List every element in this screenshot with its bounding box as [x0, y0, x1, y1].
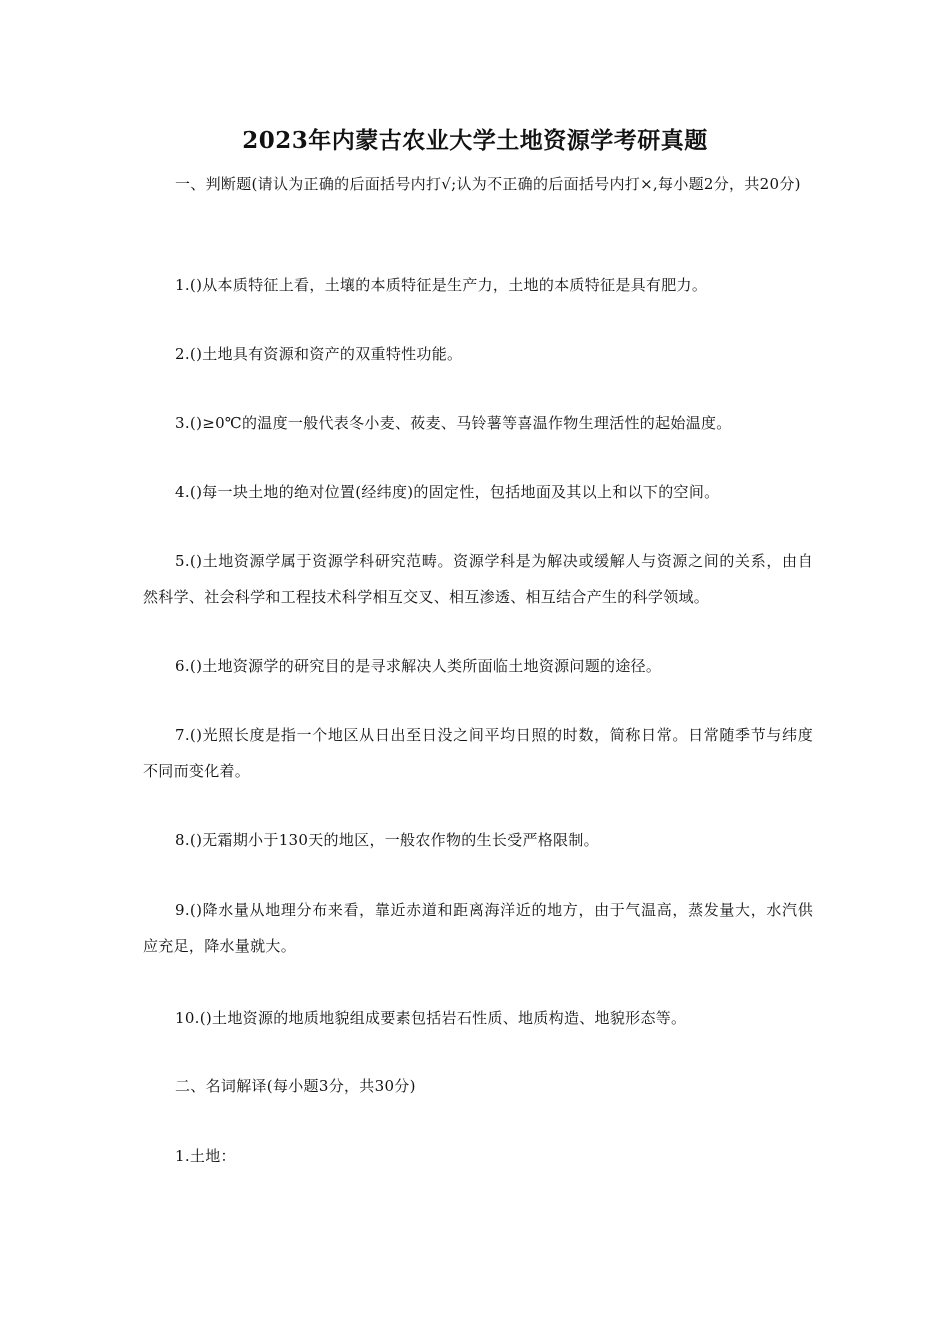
- question-item: 6.()土地资源学的研究目的是寻求解决人类所面临土地资源问题的途径。: [175, 657, 662, 675]
- question-item: 5.()土地资源学属于资源学科研究范畴。资源学科是为解决或缓解人与资源之间的关系，由自然科学、社会科学和工程技术科学相互交叉、相互渗透、相互结合产生的科学领域。: [143, 552, 813, 606]
- document-title: 2023年内蒙古农业大学土地资源学考研真题: [242, 127, 708, 154]
- question-item: 2.()土地具有资源和资产的双重特性功能。: [175, 345, 463, 363]
- section1-heading: 一、判断题(请认为正确的后面括号内打√;认为不正确的后面括号内打×,每小题2分，共20分): [175, 175, 801, 193]
- question-item: 8.()无霜期小于130天的地区，一般农作物的生长受严格限制。: [175, 831, 599, 849]
- section2-heading: 二、名词解译(每小题3分，共30分): [175, 1077, 416, 1095]
- question-item: 4.()每一块土地的绝对位置(经纬度)的固定性，包括地面及其以上和以下的空间。: [175, 483, 720, 501]
- question-item: 10.()土地资源的地质地貌组成要素包括岩石性质、地质构造、地貌形态等。: [175, 1009, 687, 1027]
- question-item: 9.()降水量从地理分布来看，靠近赤道和距离海洋近的地方，由于气温高，蒸发量大，水汽供应充足，降水量就大。: [143, 901, 813, 955]
- question-item: 3.()≥0℃的温度一般代表冬小麦、莜麦、马铃薯等喜温作物生理活性的起始温度。: [175, 414, 732, 432]
- term-item: 1.土地：: [175, 1147, 236, 1165]
- question-item: 7.()光照长度是指一个地区从日出至日没之间平均日照的时数，简称日常。日常随季节与纬度不同而变化着。: [143, 726, 813, 780]
- question-item: 1.()从本质特征上看，土壤的本质特征是生产力，土地的本质特征是具有肥力。: [175, 276, 708, 294]
